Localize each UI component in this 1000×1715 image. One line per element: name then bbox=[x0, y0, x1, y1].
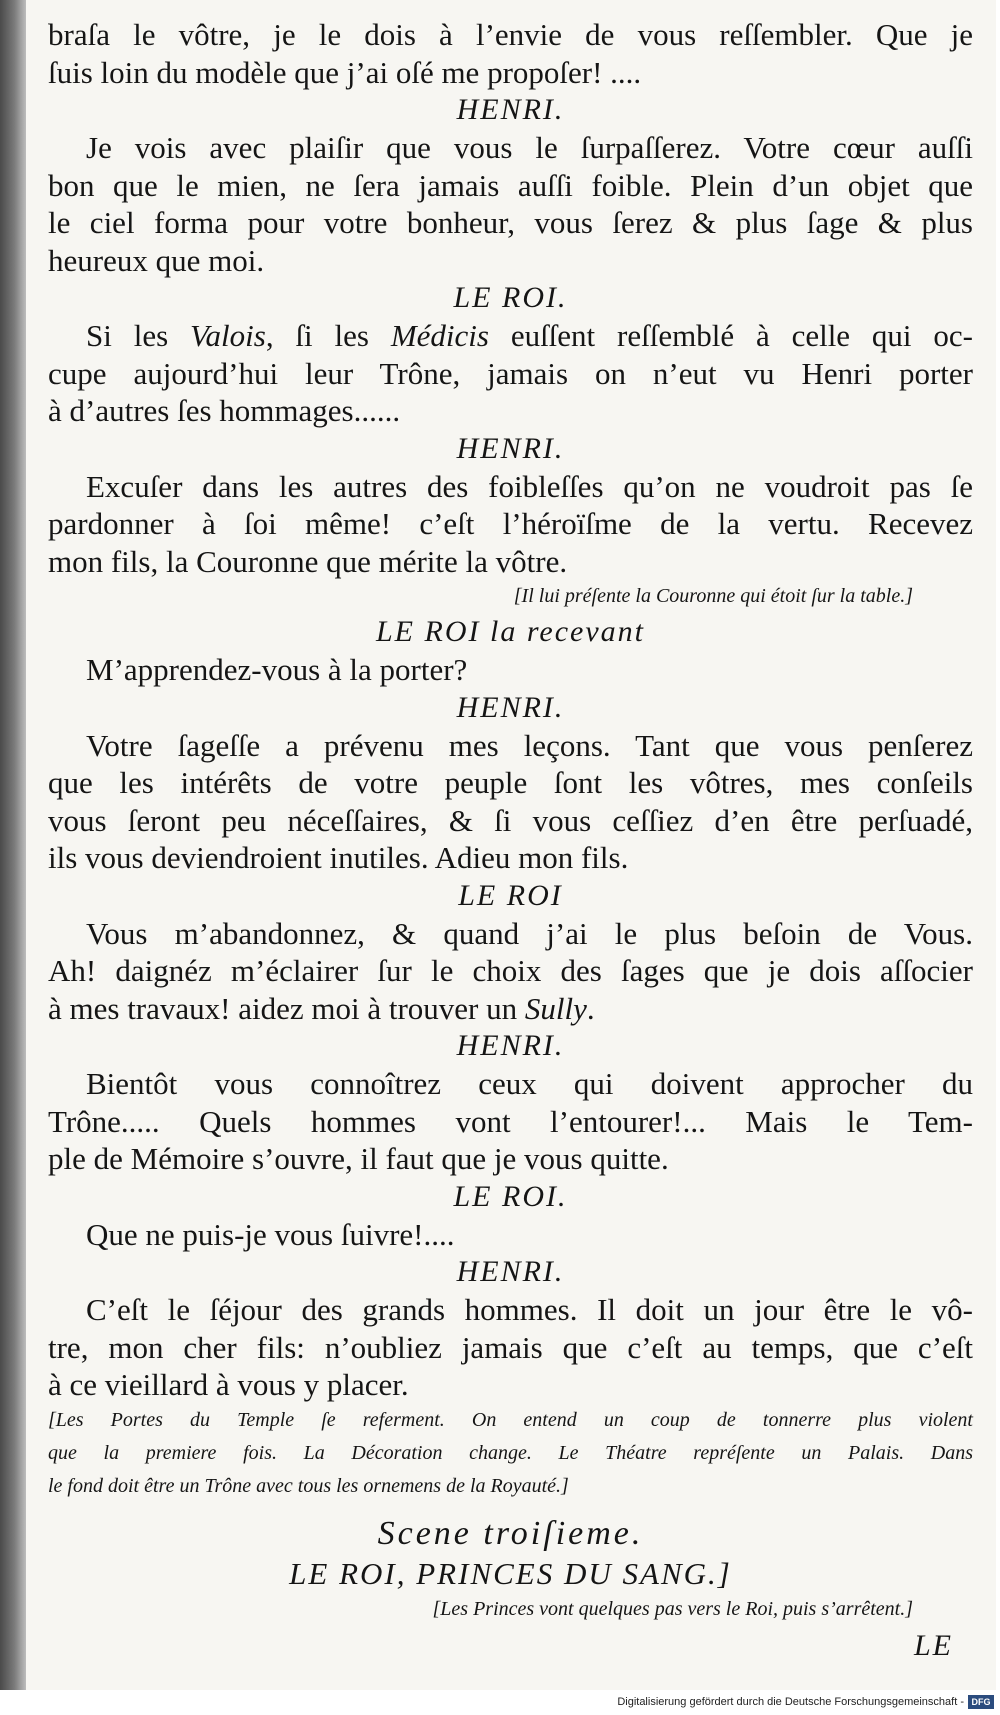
text-run: tre, mon cher fils: n’oubliez jamais que c’eſt au temps, que c’eſt bbox=[48, 1329, 973, 1365]
text-run: ſuis loin du modèle que j’ai oſé me propoſer! .... bbox=[48, 54, 642, 90]
text-line bbox=[48, 16, 973, 54]
text-run: le ciel forma pour votre bonheur, vous ſerez & plus ſage & plus bbox=[48, 205, 973, 240]
text-line bbox=[48, 1291, 973, 1329]
speaker-name: LE ROI. bbox=[453, 281, 568, 314]
text-line bbox=[48, 915, 973, 953]
italic-name: Médicis bbox=[390, 318, 489, 353]
stage-direction: le fond doit être un Trône avec tous les ornemens de la Royauté.] bbox=[48, 1474, 569, 1497]
footer-credit: Digitalisierung gefördert durch die Deutsche Forschungsgemeinschaft - bbox=[617, 1696, 964, 1708]
text-run: mon fils, la Couronne que mérite la vôtre. bbox=[48, 543, 568, 579]
text-line bbox=[48, 355, 973, 393]
text-run: à d’autres ſes hommages...... bbox=[48, 393, 401, 428]
text-run: Si les bbox=[86, 318, 191, 353]
text-run: euſſent reſſemblé à celle qui oc- bbox=[488, 318, 973, 353]
text-line bbox=[48, 392, 973, 430]
text-run: cupe aujourd’hui leur Trône, jamais on n’eut vu Henri porter bbox=[48, 355, 973, 391]
speaker-name: HENRI. bbox=[456, 93, 565, 126]
text-run: C’eſt le ſéjour des grands hommes. Il doit un jour être le vô- bbox=[86, 1292, 973, 1327]
text-line bbox=[48, 317, 973, 355]
speaker-name: HENRI. bbox=[456, 690, 565, 724]
italic-name: Valois bbox=[190, 318, 266, 353]
text-run: vous ſeront peu néceſſaires, & ſi vous ceſſiez d’en être perſuadé, bbox=[48, 802, 973, 838]
catchword: LE bbox=[913, 1628, 953, 1662]
text-run: Trône..... Quels hommes vont l’entourer!... Mais le Tem- bbox=[48, 1103, 973, 1139]
text-run: Je vois avec plaiſir que vous le ſurpaſſerez. Votre cœur auſſi bbox=[86, 130, 973, 165]
text-line bbox=[48, 1366, 973, 1404]
text-run: Votre ſageſſe a prévenu mes leçons. Tant que vous penſerez bbox=[86, 727, 973, 763]
speaker-name: HENRI. bbox=[456, 1029, 565, 1062]
text-line bbox=[48, 129, 973, 167]
text-line bbox=[48, 242, 973, 280]
text-line bbox=[48, 651, 973, 689]
scene-heading: Scene troiſieme. bbox=[377, 1514, 644, 1552]
page-text bbox=[48, 16, 973, 1666]
text-run: M’apprendez-vous à la porter? bbox=[86, 652, 468, 687]
text-line bbox=[48, 1103, 973, 1141]
text-run: , ſi les bbox=[265, 318, 391, 353]
text-line bbox=[48, 727, 973, 765]
text-line bbox=[48, 505, 973, 543]
text-line bbox=[48, 543, 973, 581]
text-run: bon que le mien, ne ſera jamais auſſi foible. Plein d’un objet que bbox=[48, 167, 973, 203]
text-run: à ce vieillard à vous y placer. bbox=[48, 1367, 409, 1402]
text-line bbox=[48, 167, 973, 205]
text-line bbox=[48, 1065, 973, 1103]
scene-characters: LE ROI, PRINCES DU SANG.] bbox=[289, 1555, 732, 1591]
text-run: à mes travaux! aidez moi à trouver un bbox=[48, 990, 525, 1026]
text-run: . bbox=[586, 990, 595, 1026]
text-run: Bientôt vous connoîtrez ceux qui doivent approcher du bbox=[86, 1066, 973, 1101]
text-run: que les intérêts de votre peuple ſont les vôtres, mes conſeils bbox=[48, 765, 973, 800]
stage-direction: que la premiere fois. La Décoration change. Le Théatre repréſente un Palais. Dans bbox=[48, 1441, 973, 1464]
text-line bbox=[48, 802, 973, 840]
text-run: Excuſer dans les autres des foibleſſes qu’on ne voudroit pas ſe bbox=[86, 468, 973, 504]
text-run: pardonner à ſoi même! c’eſt l’héroïſme de la vertu. Recevez bbox=[48, 506, 973, 541]
text-line bbox=[48, 839, 973, 877]
dfg-logo: DFG bbox=[968, 1695, 994, 1709]
speaker-name: LE ROI bbox=[458, 878, 563, 912]
text-run: ils vous deviendroient inutiles. Adieu mon fils. bbox=[48, 840, 629, 875]
text-run: braſa le vôtre, je le dois à l’envie de vous reſſembler. Que je bbox=[48, 17, 973, 52]
digitization-footer bbox=[0, 1690, 1000, 1715]
text-run: heureux que moi. bbox=[48, 242, 265, 278]
text-line bbox=[48, 1216, 973, 1254]
text-line bbox=[48, 764, 973, 802]
text-line bbox=[48, 952, 973, 990]
text-line bbox=[48, 54, 973, 92]
text-line bbox=[48, 1140, 973, 1178]
stage-direction: [Il lui préſente la Couronne qui étoit ſur la table.] bbox=[513, 585, 913, 607]
speaker-name: HENRI. bbox=[456, 431, 565, 465]
stage-direction: [Les Portes du Temple ſe referment. On entend un coup de tonnerre plus violent bbox=[48, 1408, 973, 1431]
italic-name: Sully bbox=[524, 990, 587, 1026]
text-line bbox=[48, 1329, 973, 1367]
text-line bbox=[48, 468, 973, 506]
speaker-name: LE ROI la recevant bbox=[376, 615, 645, 648]
book-page bbox=[26, 0, 996, 1690]
text-line bbox=[48, 204, 973, 242]
text-run: Que ne puis-je vous ſuivre!.... bbox=[86, 1216, 455, 1252]
stage-direction: [Les Princes vont quelques pas vers le Roi, puis s’arrêtent.] bbox=[432, 1597, 913, 1620]
text-run: ple de Mémoire s’ouvre, il faut que je vous quitte. bbox=[48, 1141, 669, 1176]
text-line bbox=[48, 990, 973, 1028]
speaker-name: HENRI. bbox=[456, 1255, 565, 1288]
book-gutter-edge bbox=[0, 0, 26, 1690]
text-run: Vous m’abandonnez, & quand j’ai le plus beſoin de Vous. bbox=[86, 915, 973, 951]
text-run: Ah! daignéz m’éclairer ſur le choix des ſages que je dois aſſocier bbox=[48, 953, 973, 988]
speaker-name: LE ROI. bbox=[453, 1179, 568, 1213]
